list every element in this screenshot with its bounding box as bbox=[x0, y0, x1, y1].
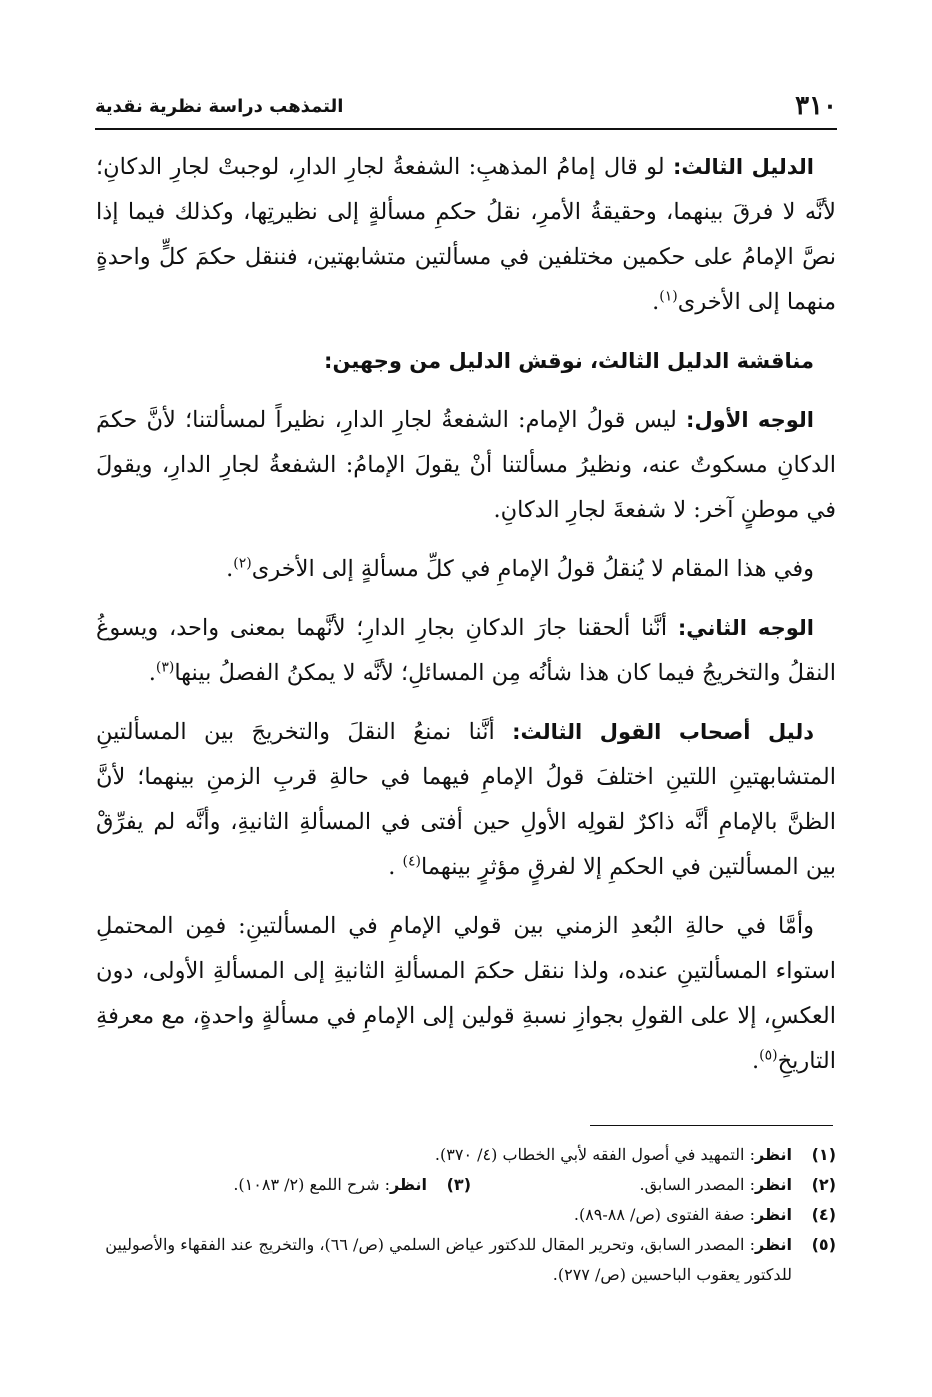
footnote-text: : صفة الفتوى (ص/ ٨٨-٨٩). bbox=[573, 1205, 755, 1224]
footnote-text: : المصدر السابق. bbox=[639, 1175, 755, 1194]
paragraph-end: . bbox=[652, 289, 660, 315]
footnote-ref[interactable]: (٢) bbox=[233, 555, 252, 572]
paragraph-text: ليس قولُ الإمام: الشفعةُ لجارِ الدارِ، نظيراً لمسألتنا؛ لأنَّ حكمَ الدكانِ مسكوتٌ عنه، ونظيرُ مسألتنا أنْ يقولَ الإمامُ: الشفعةُ لجارِ الدارِ، ويقولَ في موطنٍ آخر: لا شفعةَ لجارِ الدكانِ. bbox=[96, 407, 836, 523]
footnote-5 bbox=[96, 1230, 836, 1290]
footnote-3 bbox=[233, 1170, 471, 1200]
paragraph-time-gap bbox=[96, 904, 836, 1084]
footnote-separator bbox=[590, 1125, 833, 1126]
footnote-lead: انظر bbox=[754, 1205, 792, 1224]
footnote-4 bbox=[96, 1200, 836, 1230]
paragraph-end: . bbox=[148, 660, 156, 686]
running-title: التمذهب دراسة نظرية نقدية bbox=[95, 96, 344, 117]
footnote-1 bbox=[96, 1140, 836, 1170]
footnote-2 bbox=[471, 1170, 836, 1200]
paragraph-text: وأمَّا في حالةِ البُعدِ الزمني بين قولي الإمامِ في المسألتينِ: فمِن المحتملِ استواء المسألتينِ عنده، ولذا ننقل حكمَ المسألةِ الثانيةِ إلى المسألةِ الأولى، دون العكسِ، إلا على القولِ بجوازِ نسبةِ قولين إلى الإمامِ في مسألةٍ واحدةٍ، مع معرفةِ التاريخِ bbox=[96, 913, 836, 1074]
footnotes bbox=[96, 1140, 836, 1290]
footnote-text: : المصدر السابق، وتحرير المقال للدكتور عياض السلمي (ص/ ٦٦)، والتخريج عند الفقهاء والأصوليين للدكتور يعقوب الباحسين (ص/ ٢٧٧). bbox=[105, 1235, 792, 1284]
footnote-ref[interactable]: (٥) bbox=[759, 1047, 778, 1064]
page-header bbox=[95, 88, 837, 130]
paragraph-text: أنَّنا نمنعُ النقلَ والتخريجَ بين المسألتينِ المتشابهتينِ اللتينِ اختلفَ قولُ الإمامِ فيهما في حالةِ قربِ الزمنِ بينهما؛ لأنَّ الظنَّ بالإمامِ أنَّه ذاكرٌ لقولِه الأولِ حين أفتى في المسألةِ الثانيةِ، وأنَّه لم يفرِّقْ بين المسألتين في الحكمِ إلا لفرقٍ مؤثرٍ بينهما bbox=[96, 719, 836, 880]
footnote-text: : التمهيد في أصول الفقه لأبي الخطاب (٤/ ٣٧٠). bbox=[434, 1145, 755, 1164]
paragraph-text: أنَّنا ألحقنا جارَ الدكانِ بجارِ الدارِ؛ لأنَّهما بمعنى واحد، ويسوغُ النقلُ والتخريجُ فيما كان هذا شأنُه مِن المسائلِ؛ لأنَّه لا يمكنُ الفصلُ بينها bbox=[96, 615, 836, 686]
footnote-lead: انظر bbox=[754, 1235, 792, 1254]
paragraph-first-aspect bbox=[96, 398, 836, 533]
footnote-lead: انظر bbox=[754, 1145, 792, 1164]
body-text bbox=[96, 145, 836, 1098]
paragraph-text: وفي هذا المقام لا يُنقلُ قولُ الإمامِ في كلِّ مسألةٍ إلى الأخرى bbox=[251, 556, 814, 582]
paragraph-second-aspect bbox=[96, 606, 836, 696]
page-number: ٣١٠ bbox=[795, 91, 837, 121]
section-heading: مناقشة الدليل الثالث، نوقش الدليل من وجهين: bbox=[324, 349, 814, 373]
paragraph-transfer-note bbox=[96, 547, 836, 592]
paragraph-heading: الوجه الأول: bbox=[686, 408, 814, 432]
footnote-lead: انظر bbox=[754, 1175, 792, 1194]
paragraph-end: . bbox=[388, 854, 403, 880]
footnote-row-2-3 bbox=[96, 1170, 836, 1200]
paragraph-heading: الوجه الثاني: bbox=[677, 616, 814, 640]
paragraph-heading: دليل أصحاب القول الثالث: bbox=[512, 720, 814, 744]
footnote-number: (٣) bbox=[446, 1175, 471, 1194]
footnote-number: (٢) bbox=[811, 1175, 836, 1194]
paragraph-end: . bbox=[751, 1048, 760, 1074]
footnote-ref[interactable]: (١) bbox=[659, 288, 678, 305]
footnote-lead: انظر bbox=[389, 1175, 427, 1194]
footnote-ref[interactable]: (٤) bbox=[402, 853, 421, 870]
paragraph-end: . bbox=[226, 556, 234, 582]
footnote-text: : شرح اللمع (٢/ ١٠٨٣). bbox=[233, 1175, 390, 1194]
footnote-number: (٥) bbox=[811, 1235, 836, 1254]
paragraph-third-opinion-evidence bbox=[96, 710, 836, 890]
footnote-number: (١) bbox=[811, 1145, 836, 1164]
footnote-ref[interactable]: (٣) bbox=[155, 659, 175, 676]
paragraph-heading: الدليل الثالث: bbox=[673, 155, 815, 179]
paragraph-text: لو قال إمامُ المذهبِ: الشفعةُ لجارِ الدارِ، لوجبتْ لجارِ الدكانِ؛ لأنَّه لا فرقَ بينهما، وحقيقةُ الأمرِ، نقلُ حكمِ مسألةٍ إلى نظيرتِها، وكذلك فيما إذا نصَّ الإمامُ على حكمين مختلفين في مسألتين متشابهتين، فننقل حكمَ كلٍّ واحدةٍ منهما إلى الأخرى bbox=[96, 154, 836, 315]
footnote-number: (٤) bbox=[811, 1205, 836, 1224]
paragraph-third-evidence bbox=[96, 145, 836, 325]
